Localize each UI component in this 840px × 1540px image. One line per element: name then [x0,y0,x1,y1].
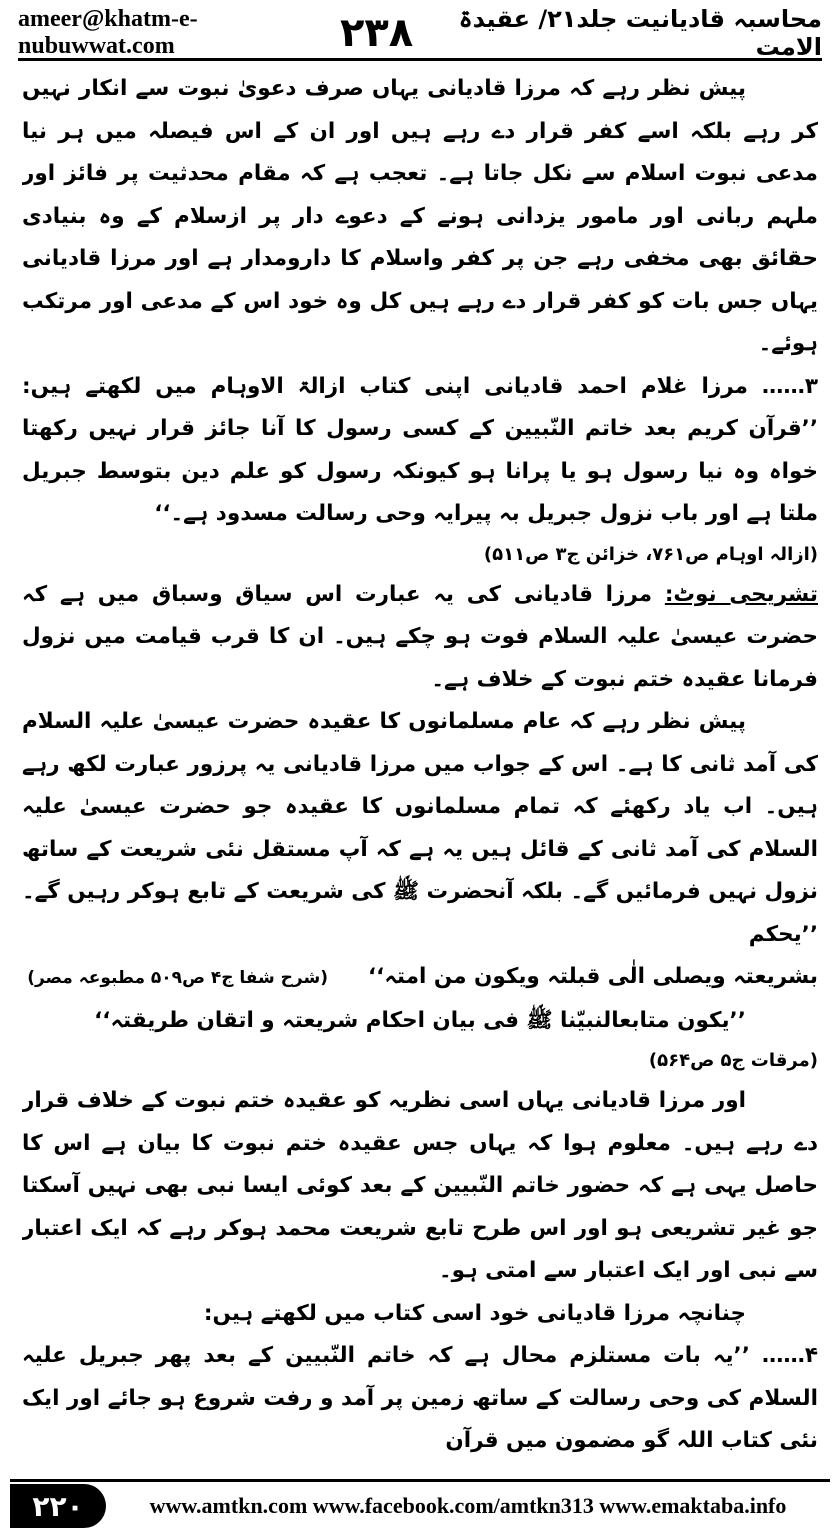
header-page-number: ۲۳۸ [339,10,414,56]
arabic-quote-1-line [22,956,818,1000]
header-title: محاسبہ قادیانیت جلد۲۱/ عقیدۃ الامت [458,5,822,61]
page-footer [10,1479,830,1530]
note-paragraph [22,574,818,702]
paragraph-4: اور مرزا قادیانی یہاں اسی نظریہ کو عقیدہ ختم نبوت کے خلاف قرار دے رہے ہیں۔ معلوم ہوا کہ یہاں جس عقیدہ ختم نبوت کا بیان ہے اس کا حاصل یہی ہے کہ حضور خاتم النّبیین کے بعد کوئی ایسا نبی بھی نہیں آسکتا جو غیر تشریعی ہو اور اس طرح تابع شریعت محمد ہوکر رہے کہ ایک اعتبار سے نبی اور ایک اعتبار سے امتی ہو۔ [22,1088,818,1283]
paragraph-6: ۴…… ’’یہ بات مستلزم محال ہے کہ خاتم النّبیین کے بعد پھر جبریل علیہ السلام کی وحی رسالت کے ساتھ زمین پر آمد و رفت شروع ہو جائے اور ایک نئی کتاب اللہ گو مضمون میں قرآن [22,1343,818,1453]
footer-page-number: ۲۲۰ [10,1484,106,1528]
paragraph-1: پیش نظر رہے کہ مرزا قادیانی یہاں صرف دعویٰ نبوت سے انکار نہیں کر رہے بلکہ اسے کفر قرار دے رہے ہیں اور ان کے اس فیصلہ میں ہر نیا مدعی نبوت اسلام سے نکل جاتا ہے۔ تعجب ہے کہ مقام محدثیت پر فائز اور ملہم ربانی اور مامور یزدانی ہونے کے دعوے دار پر ازسلام کے وہ بنیادی حقائق بھی مخفی رہے جن پر کفر واسلام کا دارومدار ہے اور مرزا قادیانی یہاں جس بات کو کفر قرار دے رہے ہیں کل وہ خود اس کے مدعی اور مرتکب ہوئے۔ [22,76,818,356]
reference-2: (شرح شفا ج۴ ص۵۰۹ مطبوعہ مصر) [27,968,328,988]
reference-3: (مرقات ج۵ ص۵۶۴) [648,1050,818,1071]
page-header [18,5,822,61]
note-label: تشریحی نوٹ: [664,581,818,607]
paragraph-2: ۳…… مرزا غلام احمد قادیانی اپنی کتاب ازالۃ الاوہام میں لکھتے ہیں: ’’قرآن کریم بعد خاتم النّبیین کے کسی رسول کا آنا جائز قرار نہیں رکھتا خواہ وہ نیا رسول ہو یا پرانا ہو کیونکہ رسول کو علم دین بتوسط جبریل ملتا ہے اور باب نزول جبریل بہ پیرایہ وحی رسالت مسدود ہے۔‘‘ [22,373,818,526]
page-body [22,68,818,1470]
footer-links[interactable]: www.amtkn.com www.facebook.com/amtkn313 www.emaktaba.info [149,1493,787,1518]
paragraph-5: چنانچہ مرزا قادیانی خود اسی کتاب میں لکھتے ہیں: [203,1300,746,1326]
header-left [18,6,413,60]
reference-1: (ازالہ اوہام ص۷۶۱، خزائن ج۳ ص۵۱۱) [483,543,818,565]
header-email[interactable]: ameer@khatm-e-nubuwwat.com [18,6,198,59]
arabic-quote-2: ’’یکون متابعالنبیّنا ﷺ فی بیان احکام شریعتہ و اتقان طریقتہ‘‘ [94,1007,746,1033]
paragraph-3: پیش نظر رہے کہ عام مسلمانوں کا عقیدہ حضرت عیسیٰ علیہ السلام کی آمد ثانی کا ہے۔ اس کے جواب میں مرزا قادیانی یہ پرزور عبارت لکھ رہے ہیں۔ اب یاد رکھئے کہ تمام مسلمانوں کا عقیدہ جو حضرت عیسیٰ علیہ السلام کی آمد ثانی کے قائل ہیں یہ ہے کہ آپ مستقل نئی شریعت کے ساتھ نزول نہیں فرمائیں گے۔ بلکہ آنحضرت ﷺ کی شریعت کے تابع ہوکر رہیں گے۔ ’’یحکم [22,709,818,947]
arabic-quote-1: بشریعتہ ویصلی الٰی قبلتہ ویکون من امتہ‘‘ [368,964,818,989]
note-text: مرزا قادیانی کی یہ عبارت اس سیاق وسباق میں ہے کہ حضرت عیسیٰ علیہ السلام فوت ہو چکے ہیں۔ ان کا قرب قیامت میں نزول فرمانا عقیدہ ختم نبوت کے خلاف ہے۔ [22,581,818,692]
